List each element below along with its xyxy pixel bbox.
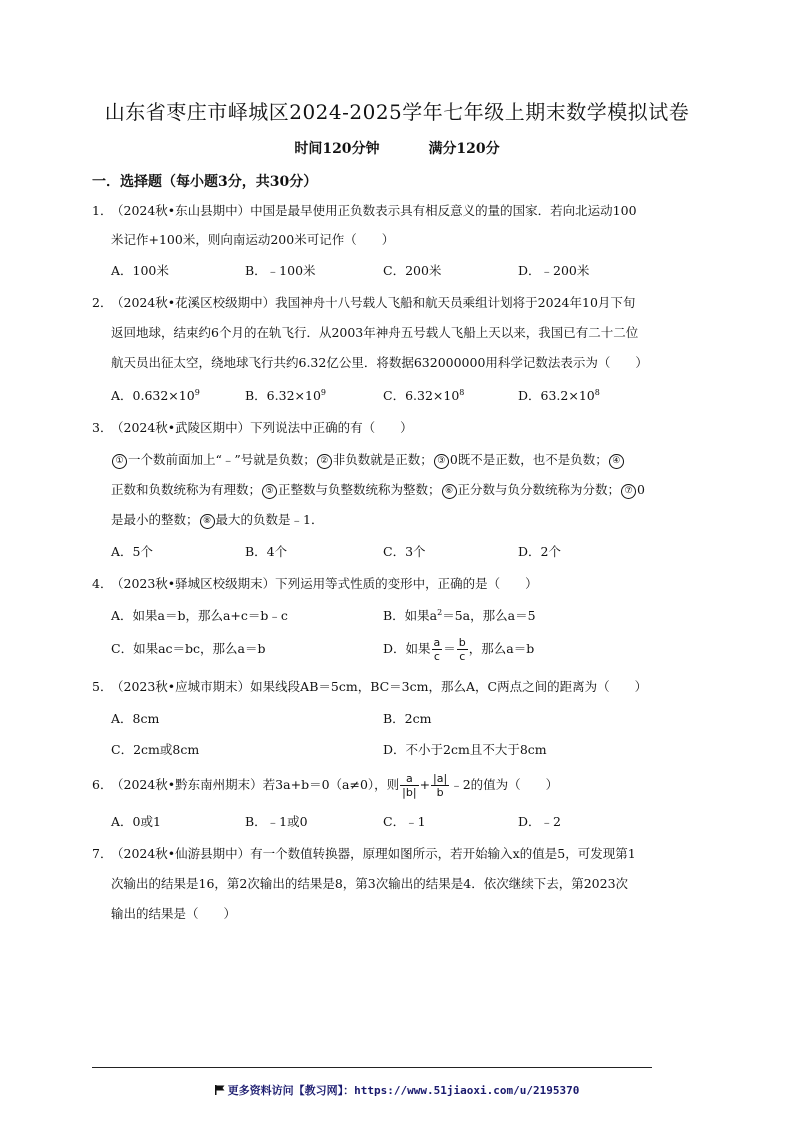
option-b [383, 606, 536, 626]
question-text: （2024秋•仙游县期中）有一个数值转换器，原理如图所示，若开始输入x的值是5，可发现第1 [111, 846, 636, 861]
option-a-text: A．0.632×10 [111, 388, 195, 403]
circled-number: ④ [609, 454, 624, 469]
question-text: （2023秋•应城市期末）如果线段AB＝5cm，BC＝3cm，那么A，C两点之间的距离为（ ） [111, 679, 648, 694]
option-c: C．﹣1 [383, 814, 426, 829]
statement: 非负数就是正数； [332, 452, 433, 467]
option-d: D．﹣2 [518, 814, 561, 829]
statement: 正数和负数统称为有理数； [111, 482, 262, 497]
statement: 是最小的整数； [111, 512, 199, 527]
statement-line [111, 450, 625, 470]
time-limit: 时间120分钟 [294, 141, 380, 157]
question-number: 6． [92, 777, 113, 792]
circled-number: ③ [434, 454, 449, 469]
exponent: 9 [320, 388, 326, 397]
fraction-denominator: c [433, 650, 440, 663]
statement: 正整数与负整数统称为整数； [278, 482, 441, 497]
option-d-pre: D．如果 [383, 641, 431, 656]
option-b [245, 386, 326, 406]
equals-sign: ＝ [443, 641, 456, 656]
fraction-denominator: b [436, 786, 444, 799]
fraction-numerator: a [433, 636, 441, 649]
option-b-post: ＝5a，那么a＝5 [442, 608, 536, 623]
circled-number: ⑦ [621, 484, 636, 499]
question-text: （2024秋•武陵区期中）下列说法中正确的有（ ） [111, 420, 413, 435]
option-c: C．如果ac＝bc，那么a＝b [111, 641, 266, 656]
circled-number: ⑥ [442, 484, 457, 499]
footer-divider [92, 1067, 652, 1068]
circled-number: ② [317, 454, 332, 469]
fraction-numerator: b [458, 636, 466, 649]
exponent: 2 [437, 608, 443, 617]
option-b: B．2cm [383, 711, 432, 726]
question-number: 5． [92, 679, 113, 694]
question-text: （2023秋•驿城区校级期末）下列运用等式性质的变形中，正确的是（ ） [111, 576, 538, 591]
question-text: 次输出的结果是16，第2次输出的结果是8，第3次输出的结果是4．依次继续下去，第2023次 [111, 876, 629, 891]
option-c-text: C．6.32×10 [383, 388, 460, 403]
option-a [111, 386, 200, 406]
question-text: 输出的结果是（ ） [111, 906, 237, 921]
question-text: （2024秋•花溪区校级期中）我国神舟十八号载人飞船和航天员乘组计划将于2024年10月下旬 [111, 295, 636, 310]
option-d: D．不小于2cm且不大于8cm [383, 742, 547, 757]
option-d [383, 633, 534, 665]
fraction-numerator: a [400, 772, 418, 786]
statement-line [111, 510, 323, 530]
option-b: B．﹣100米 [245, 263, 316, 278]
footer[interactable] [0, 1082, 794, 1098]
question-text: 米记作+100米，则向南运动200米可记作（ ） [111, 232, 395, 247]
exam-title: 山东省枣庄市峄城区2024-2025学年七年级上期末数学模拟试卷 [104, 100, 690, 124]
exponent: 8 [459, 388, 465, 397]
option-b: B．4个 [245, 544, 288, 559]
option-b-pre: B．如果a [383, 608, 438, 623]
statement: 0 [637, 482, 645, 497]
question-text-pre: （2024秋•黔东南州期末）若3a+b＝0（a≠0），则 [111, 777, 400, 792]
option-c: C．200米 [383, 263, 442, 278]
exam-subtitle [0, 138, 794, 158]
fraction-denominator: c [459, 650, 466, 663]
fraction [432, 636, 443, 663]
exponent: 9 [194, 388, 200, 397]
option-a: A．8cm [111, 711, 160, 726]
question-number: 1． [92, 203, 113, 218]
full-score: 满分120分 [428, 141, 500, 157]
statement: 0既不是正数，也不是负数； [449, 452, 608, 467]
footer-link[interactable]: 更多资料访问【教习网】：https://www.51jiaoxi.com/u/2195370 [227, 1084, 580, 1097]
question-number: 4． [92, 576, 113, 591]
question-text-post: ﹣2的值为（ ） [450, 777, 559, 792]
exponent: 8 [594, 388, 600, 397]
option-d-post: ，那么a＝b [468, 641, 535, 656]
option-c: C．2cm或8cm [111, 742, 200, 757]
section-heading: 一．选择题（每小题3分，共30分） [92, 174, 318, 190]
question-text: 航天员出征太空，绕地球飞行共约6.32亿公里．将数据632000000用科学记数法表示为（ ） [111, 355, 648, 370]
statement-line [111, 480, 645, 500]
question-text: （2024秋•东山县期中）中国是最早使用正负数表示具有相反意义的量的国家．若向北运动100 [111, 203, 637, 218]
fraction [431, 772, 449, 799]
circled-number: ⑧ [200, 514, 215, 529]
circled-number: ⑤ [262, 484, 277, 499]
fraction [457, 636, 468, 663]
statement: 正分数与负分数统称为分数； [457, 482, 621, 497]
question-number: 7． [92, 846, 113, 861]
option-a: A．如果a＝b，那么a+c＝b﹣c [111, 608, 288, 623]
fraction-numerator: |a| [433, 772, 448, 785]
option-d [518, 386, 600, 406]
option-d-text: D．63.2×10 [518, 388, 595, 403]
plus-sign: + [419, 777, 431, 792]
option-d: D．﹣200米 [518, 263, 590, 278]
question-number: 3． [92, 420, 113, 435]
circled-number: ① [112, 454, 127, 469]
option-c [383, 386, 464, 406]
statement: 一个数前面加上“﹣”号就是负数； [128, 452, 316, 467]
fraction [400, 772, 418, 799]
fraction-denominator: |b| [402, 786, 417, 799]
question-number: 2． [92, 295, 113, 310]
option-b-text: B．6.32×10 [245, 388, 321, 403]
option-a: A．100米 [111, 263, 169, 278]
option-b: B．﹣1或0 [245, 814, 308, 829]
option-a: A．5个 [111, 544, 153, 559]
question-text [111, 767, 558, 803]
option-c: C．3个 [383, 544, 426, 559]
option-a: A．0或1 [111, 814, 161, 829]
statement: 最大的负数是﹣1． [215, 512, 324, 527]
question-text: 返回地球，结束约6个月的在轨飞行．从2003年神舟五号载人飞船上天以来，我国已有二十二位 [111, 325, 639, 340]
flag-icon [215, 1085, 225, 1095]
option-d: D．2个 [518, 544, 561, 559]
